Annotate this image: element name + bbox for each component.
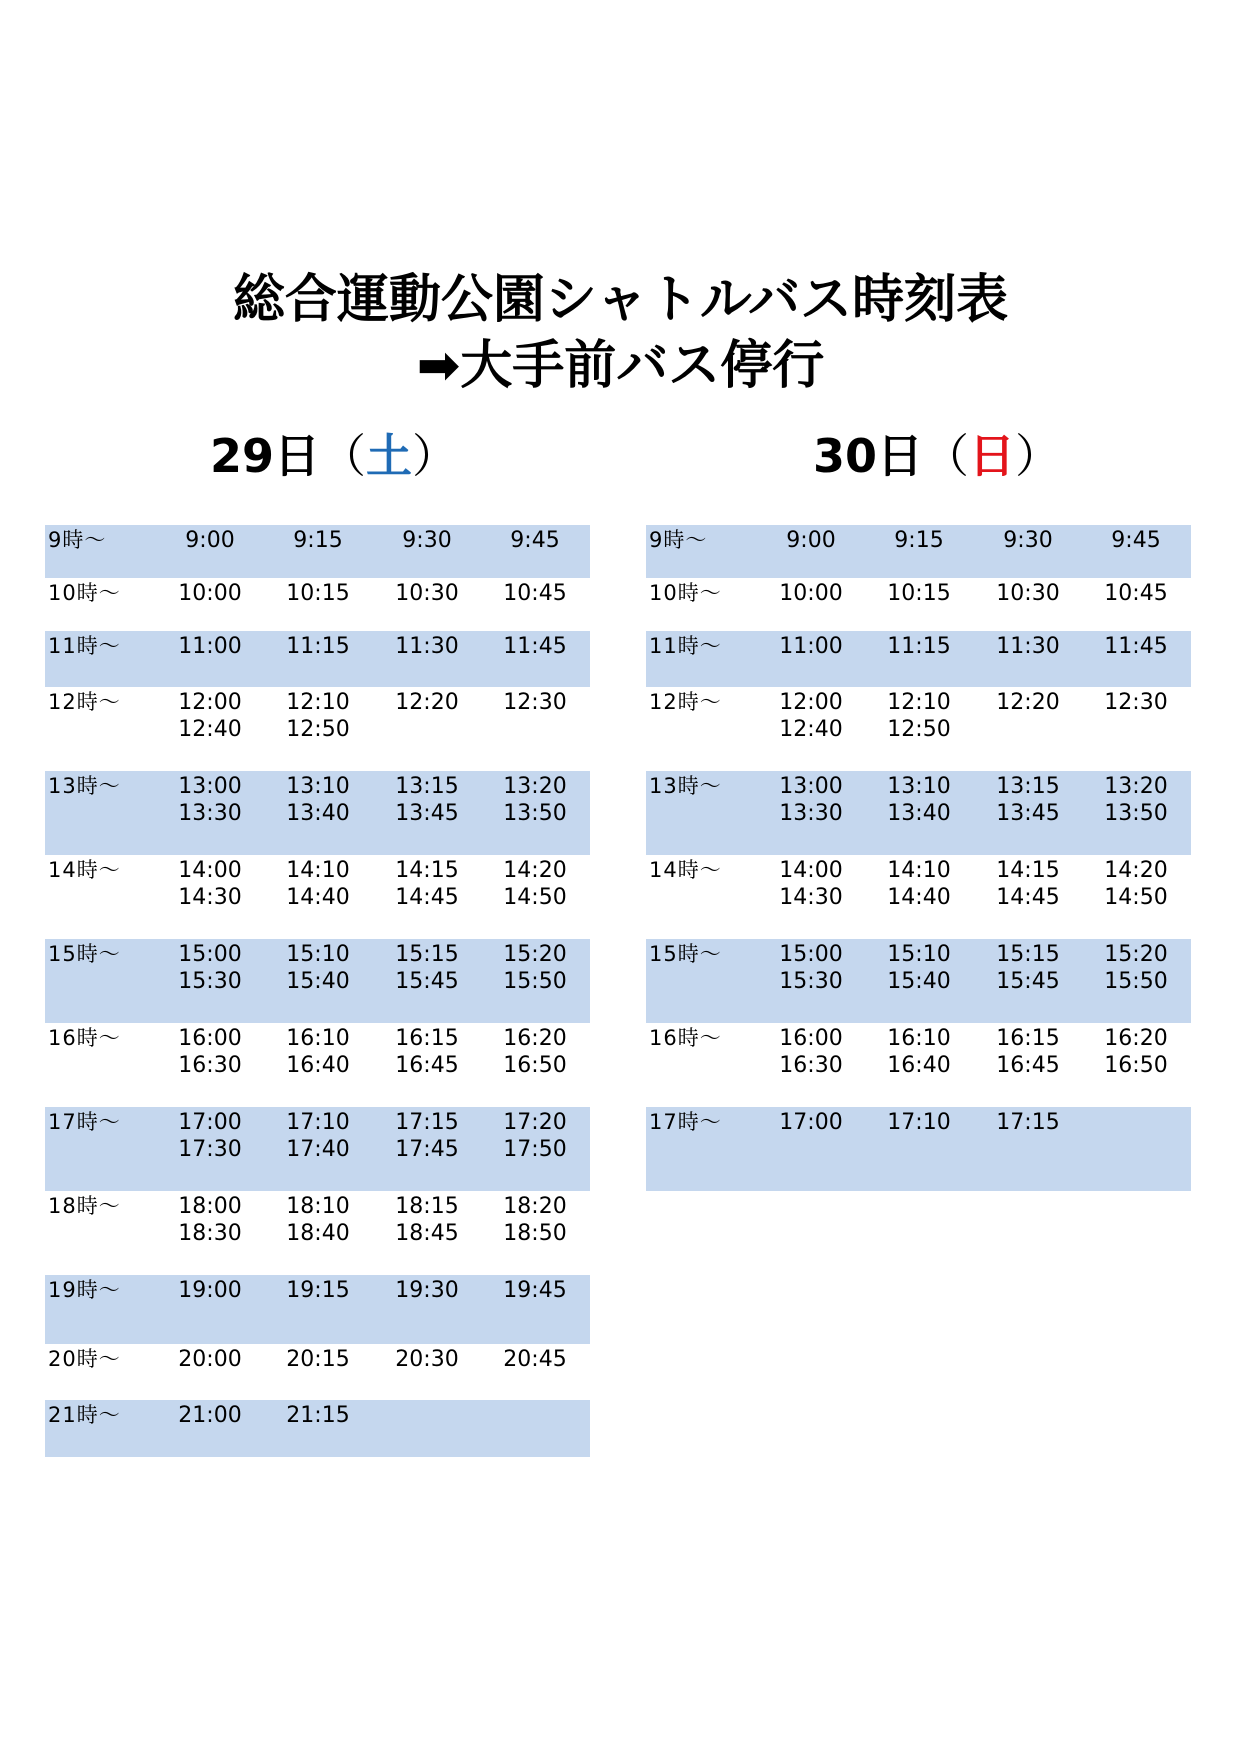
saturday-departure-time: 20:15: [286, 1347, 350, 1372]
saturday-timetable: [45, 525, 590, 1457]
saturday-heading: [210, 428, 458, 484]
sunday-departure-time: 10:45: [1104, 581, 1168, 606]
saturday-departure-time: 11:00: [178, 634, 242, 659]
sunday-departure-time: 15:15 15:45: [996, 942, 1060, 994]
sunday-hour-label: 12時～: [649, 690, 722, 714]
saturday-hour-label: 21時～: [48, 1403, 121, 1427]
saturday-departure-time: 13:00 13:30: [178, 774, 242, 826]
saturday-open-paren: （: [320, 429, 367, 483]
saturday-departure-time: 9:45: [510, 528, 560, 553]
sunday-row: [646, 631, 1191, 687]
sunday-departure-time: 11:15: [887, 634, 951, 659]
saturday-departure-time: 19:00: [178, 1278, 242, 1303]
saturday-departure-time: 10:30: [395, 581, 459, 606]
saturday-departure-time: 11:15: [286, 634, 350, 659]
sunday-row: [646, 1023, 1191, 1107]
saturday-departure-time: 14:15 14:45: [395, 858, 459, 910]
sunday-departure-time: 16:10 16:40: [887, 1026, 951, 1078]
saturday-departure-time: 12:30: [503, 690, 567, 715]
sunday-hour-label: 11時～: [649, 634, 722, 658]
saturday-departure-time: 18:15 18:45: [395, 1194, 459, 1246]
saturday-close-paren: ）: [412, 429, 459, 483]
saturday-row: [45, 525, 590, 578]
saturday-departure-time: 15:00 15:30: [178, 942, 242, 994]
page-title: 総合運動公園シャトルバス時刻表: [232, 270, 1009, 330]
saturday-departure-time: 14:00 14:30: [178, 858, 242, 910]
sunday-departure-time: 13:15 13:45: [996, 774, 1060, 826]
saturday-departure-time: 20:30: [395, 1347, 459, 1372]
sunday-row: [646, 525, 1191, 578]
sunday-departure-time: 12:00 12:40: [779, 690, 843, 742]
sunday-departure-time: 13:00 13:30: [779, 774, 843, 826]
saturday-departure-time: 16:15 16:45: [395, 1026, 459, 1078]
saturday-departure-time: 15:10 15:40: [286, 942, 350, 994]
saturday-departure-time: 14:10 14:40: [286, 858, 350, 910]
sunday-departure-time: 14:15 14:45: [996, 858, 1060, 910]
saturday-hour-label: 13時～: [48, 774, 121, 798]
saturday-departure-time: 19:45: [503, 1278, 567, 1303]
saturday-departure-time: 17:20 17:50: [503, 1110, 567, 1162]
saturday-departure-time: 12:10 12:50: [286, 690, 350, 742]
sunday-departure-time: 16:15 16:45: [996, 1026, 1060, 1078]
saturday-departure-time: 19:15: [286, 1278, 350, 1303]
saturday-hour-label: 16時～: [48, 1026, 121, 1050]
saturday-departure-time: 18:10 18:40: [286, 1194, 350, 1246]
saturday-departure-time: 18:20 18:50: [503, 1194, 567, 1246]
saturday-hour-label: 15時～: [48, 942, 121, 966]
saturday-row: [45, 1191, 590, 1275]
sunday-departure-time: 9:15: [894, 528, 944, 553]
saturday-departure-time: 16:00 16:30: [178, 1026, 242, 1078]
saturday-departure-time: 10:00: [178, 581, 242, 606]
saturday-row: [45, 771, 590, 855]
saturday-date: 29日: [210, 429, 321, 483]
sunday-departure-time: 11:00: [779, 634, 843, 659]
sunday-departure-time: 9:45: [1111, 528, 1161, 553]
sunday-departure-time: 14:00 14:30: [779, 858, 843, 910]
saturday-hour-label: 12時～: [48, 690, 121, 714]
saturday-hour-label: 11時～: [48, 634, 121, 658]
saturday-hour-label: 20時～: [48, 1347, 121, 1371]
sunday-departure-time: 14:20 14:50: [1104, 858, 1168, 910]
sunday-departure-time: 17:15: [996, 1110, 1060, 1135]
sunday-timetable: [646, 525, 1191, 1191]
sunday-row: [646, 855, 1191, 939]
sunday-departure-time: 17:10: [887, 1110, 951, 1135]
saturday-row: [45, 1275, 590, 1344]
sunday-departure-time: 10:15: [887, 581, 951, 606]
saturday-departure-time: 13:20 13:50: [503, 774, 567, 826]
saturday-departure-time: 16:20 16:50: [503, 1026, 567, 1078]
sunday-row: [646, 1107, 1191, 1191]
sunday-date: 30日: [813, 429, 924, 483]
sunday-row: [646, 578, 1191, 631]
saturday-departure-time: 17:10 17:40: [286, 1110, 350, 1162]
sunday-hour-label: 17時～: [649, 1110, 722, 1134]
saturday-hour-label: 17時～: [48, 1110, 121, 1134]
saturday-departure-time: 13:10 13:40: [286, 774, 350, 826]
saturday-departure-time: 21:00: [178, 1403, 242, 1428]
sunday-departure-time: 16:00 16:30: [779, 1026, 843, 1078]
sunday-hour-label: 9時～: [649, 528, 708, 552]
sunday-dow: 日: [969, 429, 1016, 483]
saturday-row: [45, 1400, 590, 1457]
sunday-row: [646, 771, 1191, 855]
sunday-row: [646, 939, 1191, 1023]
sunday-departure-time: 10:00: [779, 581, 843, 606]
sunday-departure-time: 13:10 13:40: [887, 774, 951, 826]
saturday-hour-label: 18時～: [48, 1194, 121, 1218]
sunday-departure-time: 16:20 16:50: [1104, 1026, 1168, 1078]
sunday-hour-label: 16時～: [649, 1026, 722, 1050]
saturday-departure-time: 17:00 17:30: [178, 1110, 242, 1162]
sunday-row: [646, 687, 1191, 771]
saturday-departure-time: 10:45: [503, 581, 567, 606]
saturday-hour-label: 14時～: [48, 858, 121, 882]
sunday-departure-time: 15:10 15:40: [887, 942, 951, 994]
saturday-departure-time: 9:15: [293, 528, 343, 553]
saturday-row: [45, 687, 590, 771]
saturday-departure-time: 12:20: [395, 690, 459, 715]
saturday-departure-time: 15:20 15:50: [503, 942, 567, 994]
saturday-departure-time: 18:00 18:30: [178, 1194, 242, 1246]
saturday-row: [45, 855, 590, 939]
sunday-hour-label: 10時～: [649, 581, 722, 605]
saturday-departure-time: 21:15: [286, 1403, 350, 1428]
saturday-departure-time: 11:30: [395, 634, 459, 659]
sunday-hour-label: 14時～: [649, 858, 722, 882]
saturday-departure-time: 13:15 13:45: [395, 774, 459, 826]
saturday-row: [45, 1107, 590, 1191]
sunday-departure-time: 12:10 12:50: [887, 690, 951, 742]
saturday-row: [45, 939, 590, 1023]
saturday-departure-time: 16:10 16:40: [286, 1026, 350, 1078]
sunday-departure-time: 12:30: [1104, 690, 1168, 715]
sunday-departure-time: 9:30: [1003, 528, 1053, 553]
saturday-departure-time: 9:00: [185, 528, 235, 553]
sunday-departure-time: 10:30: [996, 581, 1060, 606]
saturday-row: [45, 578, 590, 631]
sunday-departure-time: 15:20 15:50: [1104, 942, 1168, 994]
saturday-dow: 土: [366, 429, 413, 483]
saturday-departure-time: 19:30: [395, 1278, 459, 1303]
saturday-departure-time: 10:15: [286, 581, 350, 606]
sunday-open-paren: （: [923, 429, 970, 483]
saturday-departure-time: 11:45: [503, 634, 567, 659]
sunday-departure-time: 15:00 15:30: [779, 942, 843, 994]
sunday-heading: [813, 428, 1061, 484]
sunday-departure-time: 11:30: [996, 634, 1060, 659]
saturday-departure-time: 12:00 12:40: [178, 690, 242, 742]
sunday-departure-time: 17:00: [779, 1110, 843, 1135]
sunday-hour-label: 13時～: [649, 774, 722, 798]
saturday-departure-time: 20:00: [178, 1347, 242, 1372]
sunday-close-paren: ）: [1015, 429, 1062, 483]
saturday-row: [45, 1344, 590, 1400]
saturday-departure-time: 9:30: [402, 528, 452, 553]
saturday-hour-label: 19時～: [48, 1278, 121, 1302]
sunday-departure-time: 13:20 13:50: [1104, 774, 1168, 826]
saturday-departure-time: 20:45: [503, 1347, 567, 1372]
sunday-departure-time: 11:45: [1104, 634, 1168, 659]
saturday-departure-time: 15:15 15:45: [395, 942, 459, 994]
saturday-row: [45, 1023, 590, 1107]
sunday-departure-time: 9:00: [786, 528, 836, 553]
saturday-departure-time: 14:20 14:50: [503, 858, 567, 910]
sunday-departure-time: 14:10 14:40: [887, 858, 951, 910]
page-subtitle: ➡大手前バス停行: [416, 336, 825, 396]
saturday-departure-time: 17:15 17:45: [395, 1110, 459, 1162]
sunday-departure-time: 12:20: [996, 690, 1060, 715]
sunday-hour-label: 15時～: [649, 942, 722, 966]
saturday-row: [45, 631, 590, 687]
saturday-hour-label: 9時～: [48, 528, 107, 552]
saturday-hour-label: 10時～: [48, 581, 121, 605]
